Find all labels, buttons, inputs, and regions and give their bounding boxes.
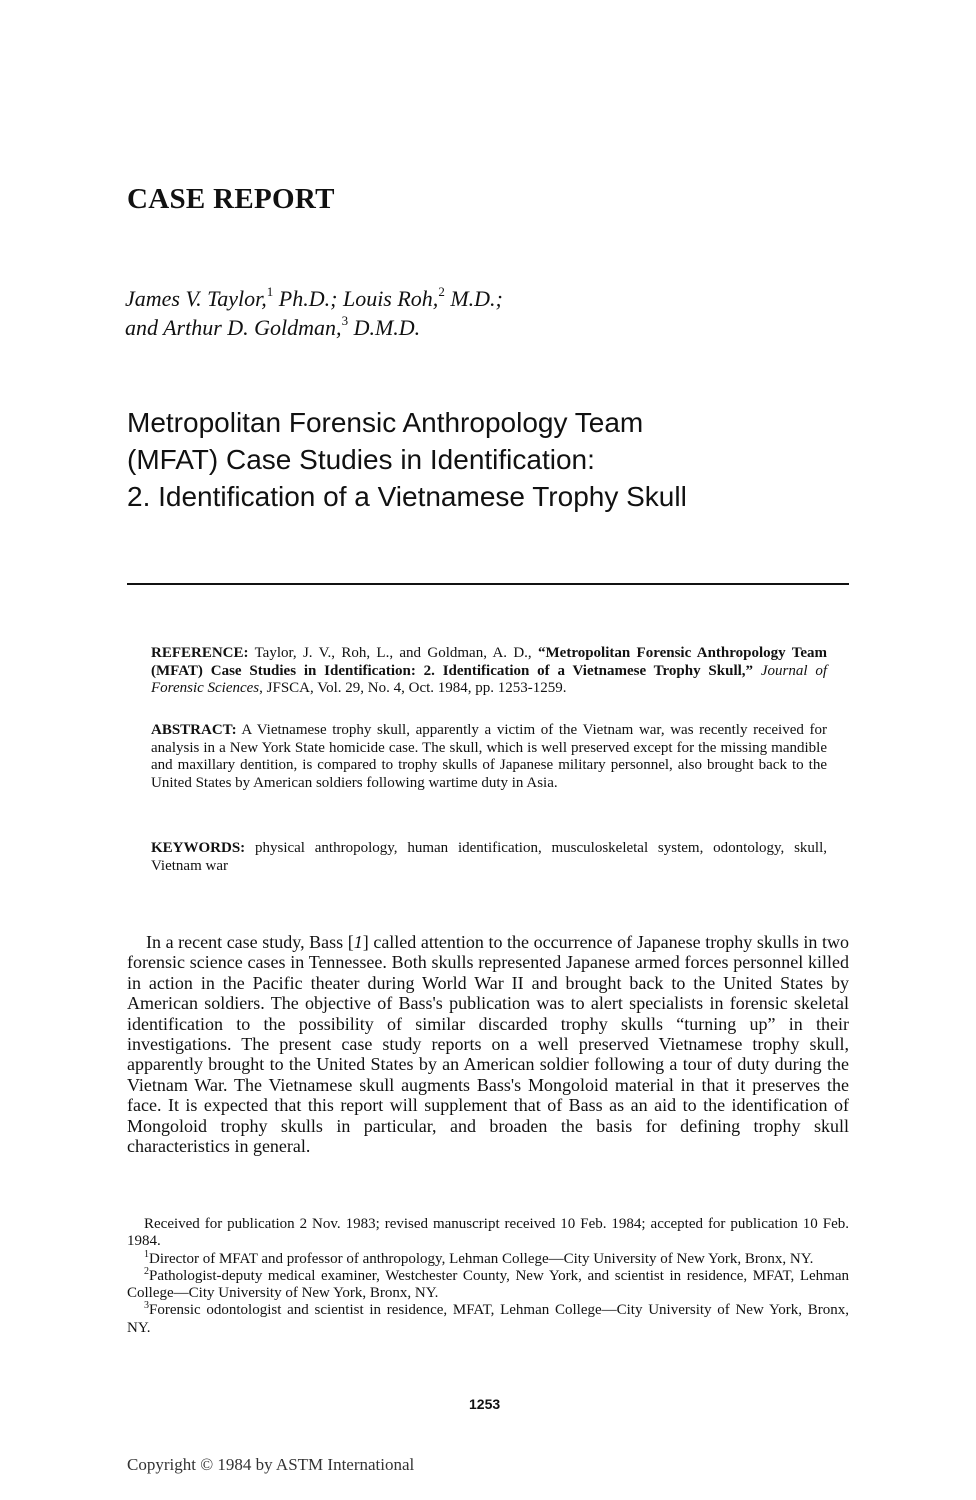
footnote-1-mark: 1 (144, 1248, 149, 1260)
title-divider (127, 583, 849, 585)
author-3-name: and Arthur D. Goldman, (125, 315, 342, 340)
keywords-block (151, 840, 827, 875)
title-line-2: (MFAT) Case Studies in Identification: (127, 444, 595, 475)
author-line-1 (125, 284, 503, 313)
footnote-1-text: Director of MFAT and professor of anthropology, Lehman College—City University of New York, Bronx, NY. (149, 1250, 814, 1267)
body-text (127, 932, 849, 1156)
footnote-3 (127, 1302, 849, 1337)
footnote-3-mark: 3 (144, 1300, 149, 1312)
footnote-received: Received for publication 2 Nov. 1983; revised manuscript received 10 Feb. 1984; accepted for publication 10 Feb. 1984. (127, 1216, 849, 1250)
footnote-2 (127, 1265, 849, 1303)
article-title (127, 404, 887, 515)
body-text-start: In a recent case study, Bass [ (146, 932, 354, 952)
copyright-notice: Copyright © 1984 by ASTM International (127, 1455, 415, 1474)
body-paragraph (127, 932, 849, 1156)
reference-authors: Taylor, J. V., Roh, L., and Goldman, A. D., (248, 645, 539, 661)
reference-journal: Journal of Forensic Sciences (151, 662, 827, 697)
title-line-3: 2. Identification of a Vietnamese Trophy Skull (127, 481, 687, 512)
reference-block (151, 645, 827, 698)
title-line-1: Metropolitan Forensic Anthropology Team (127, 407, 644, 438)
section-label: CASE REPORT (127, 183, 335, 215)
author-3-degree: D.M.D. (348, 315, 421, 340)
author-1-degree: Ph.D.; (273, 286, 343, 311)
author-2-name: Louis Roh, (342, 286, 439, 311)
footnote-3-text: Forensic odontologist and scientist in residence, MFAT, Lehman College—City University of New York, Bronx, NY. (127, 1302, 849, 1336)
footnote-1 (127, 1248, 849, 1268)
reference-article-title: “Metropolitan Forensic Anthropology Team (MFAT) Case Studies in Identification: 2. Identification of a Vietnamese Trophy Skull,” (151, 645, 827, 679)
abstract-label: ABSTRACT: (151, 722, 237, 738)
footnote-2-mark: 2 (144, 1265, 149, 1277)
author-line-2 (125, 313, 503, 342)
author-2-footnote-mark: 2 (438, 283, 445, 299)
footnotes (127, 1216, 849, 1337)
author-1-name: James V. Taylor, (125, 286, 267, 311)
keywords-label: KEYWORDS: (151, 840, 246, 856)
author-2-degree: M.D.; (444, 286, 503, 311)
footnote-2-text: Pathologist-deputy medical examiner, Westchester County, New York, and scientist in residence, MFAT, Lehman College—City University of New York, Bronx, NY. (127, 1267, 849, 1302)
reference-details: , JFSCA, Vol. 29, No. 4, Oct. 1984, pp. 1253-1259. (259, 680, 567, 697)
author-list (125, 284, 503, 342)
abstract-block (151, 722, 827, 792)
keywords-text: physical anthropology, human identification, musculoskeletal system, odontology, skull, Vietnam war (151, 840, 827, 874)
author-3-footnote-mark: 3 (341, 312, 349, 328)
abstract-text: A Vietnamese trophy skull, apparently a victim of the Vietnam war, was recently received for analysis in a New York State homicide case. The skull, which is well preserved except for the missing mandible and maxillary dentition, is compared to trophy skulls of Japanese military personnel, also brought back to the United States by American soldiers following wartime duty in Asia. (151, 722, 827, 791)
citation-ref: 1 (353, 932, 363, 952)
page-number: 1253 (469, 1396, 501, 1412)
body-text-rest: ] called attention to the occurrence of Japanese trophy skulls in two forensic science cases in Tennessee. Both skulls represented Japanese armed forces personnel killed in action in the Pacific theater during World War II and brought back to the United States by American soldiers. The objective of Bass's publication was to alert specialists in forensic skeletal identification to the possibility of similar discarded trophy skulls “turning up” in their investigations. The present case study reports on a well preserved Vietnamese trophy skull, apparently brought to the United States by an American soldier following a tour of duty during the Vietnam War. The Vietnamese skull augments Bass's Mongoloid material in that it preserves the face. It is expected that this report will supplement that of Bass as an aid to the identification of Mongoloid trophy skulls in particular, and broaden the basis for defining trophy skull characteristics in general. (127, 932, 849, 1157)
reference-label: REFERENCE: (151, 645, 249, 661)
author-1-footnote-mark: 1 (266, 283, 274, 299)
